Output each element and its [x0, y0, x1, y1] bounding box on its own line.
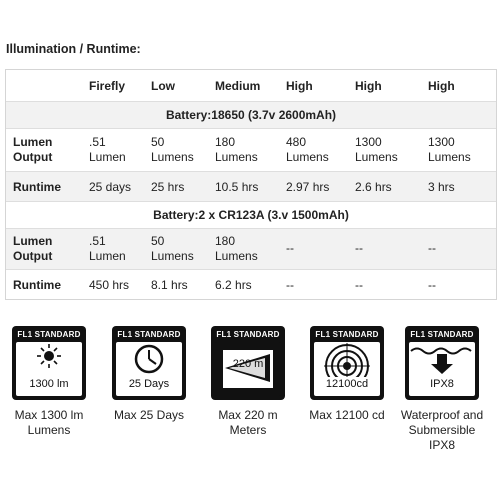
col-header-high-2: High: [355, 79, 382, 93]
table-cell: 10.5 hrs: [215, 180, 259, 194]
col-header-high-1: High: [286, 79, 313, 93]
candela-badge: [310, 326, 384, 400]
table-row: [6, 128, 496, 172]
page-title: Illumination / Runtime:: [6, 42, 141, 56]
table-cell: 480 Lumens: [286, 135, 329, 164]
table-cell: 3 hrs: [428, 180, 455, 194]
table-cell: --: [286, 278, 294, 292]
row-label-line2: Output: [13, 249, 53, 263]
table-row: [6, 228, 496, 270]
battery-label: Battery:2 x CR123A (3.v 1500mAh): [153, 208, 349, 222]
fl1-standard-label: FL1 STANDARD: [17, 330, 81, 339]
col-header-high-3: High: [428, 79, 455, 93]
table-cell: --: [355, 278, 363, 292]
table-cell: 50 Lumens: [151, 135, 194, 164]
row-label: Runtime: [13, 180, 61, 194]
table-cell: --: [355, 241, 363, 255]
fl1-standard-label: FL1 STANDARD: [117, 330, 181, 339]
table-cell: .51 Lumen: [89, 135, 126, 164]
badge-caption: Max 12100 cd: [309, 408, 385, 422]
table-header-row: [6, 70, 496, 101]
table-row: [6, 171, 496, 202]
table-cell: --: [428, 278, 436, 292]
section-row-cr123a: [6, 201, 496, 229]
runtime-badge: [112, 326, 186, 400]
table-cell: 8.1 hrs: [151, 278, 188, 292]
table-cell: 6.2 hrs: [215, 278, 252, 292]
row-label: [13, 135, 52, 165]
table-cell: 180 Lumens: [215, 234, 258, 263]
table-cell: 180 Lumens: [215, 135, 258, 164]
col-header-low: Low: [151, 79, 175, 93]
row-label-line1: Lumen: [13, 135, 53, 149]
waterproof-badge: [405, 326, 479, 400]
fl1-standard-label: FL1 STANDARD: [315, 330, 379, 339]
badge-value: 12100cd: [325, 378, 369, 390]
badge-value: IPX8: [430, 378, 454, 390]
table-cell: 1300 Lumens: [355, 135, 398, 164]
table-cell: 2.6 hrs: [355, 180, 392, 194]
beam-distance-badge: [211, 326, 285, 400]
row-label-line1: Lumen: [13, 234, 53, 248]
table-cell: --: [286, 241, 294, 255]
col-header-firefly: Firefly: [89, 79, 126, 93]
table-cell: 25 days: [89, 180, 132, 194]
badge-caption: Max 25 Days: [113, 408, 185, 422]
badge-caption: Max 220 m Meters: [218, 408, 278, 437]
table-cell: --: [428, 241, 436, 255]
col-header-medium: Medium: [215, 79, 261, 93]
row-label: Runtime: [13, 278, 61, 292]
badge-caption: Max 1300 lm Lumens: [14, 408, 84, 437]
badge-value: 220 m: [232, 358, 264, 370]
badge-value: 25 Days: [128, 378, 170, 390]
row-label-line2: Output: [13, 150, 53, 164]
table-cell: 1300 Lumens: [428, 135, 471, 164]
lumens-badge: [12, 326, 86, 400]
table-cell: 450 hrs: [89, 278, 130, 292]
table-cell: .51 Lumen: [89, 234, 126, 263]
section-row-18650: [6, 101, 496, 129]
badge-caption: Waterproof and Submersible IPX8: [400, 408, 484, 452]
table-cell: 50 Lumens: [151, 234, 194, 263]
table-row: [6, 269, 496, 300]
fl1-standard-label: FL1 STANDARD: [216, 330, 280, 339]
table-cell: 25 hrs: [151, 180, 185, 194]
battery-label: Battery:18650 (3.7v 2600mAh): [165, 108, 337, 122]
badge-value: 1300 lm: [29, 378, 69, 390]
fl1-standard-label: FL1 STANDARD: [410, 330, 474, 339]
row-label: [13, 234, 52, 264]
table-cell: 2.97 hrs: [286, 180, 330, 194]
runtime-table: [5, 69, 497, 300]
